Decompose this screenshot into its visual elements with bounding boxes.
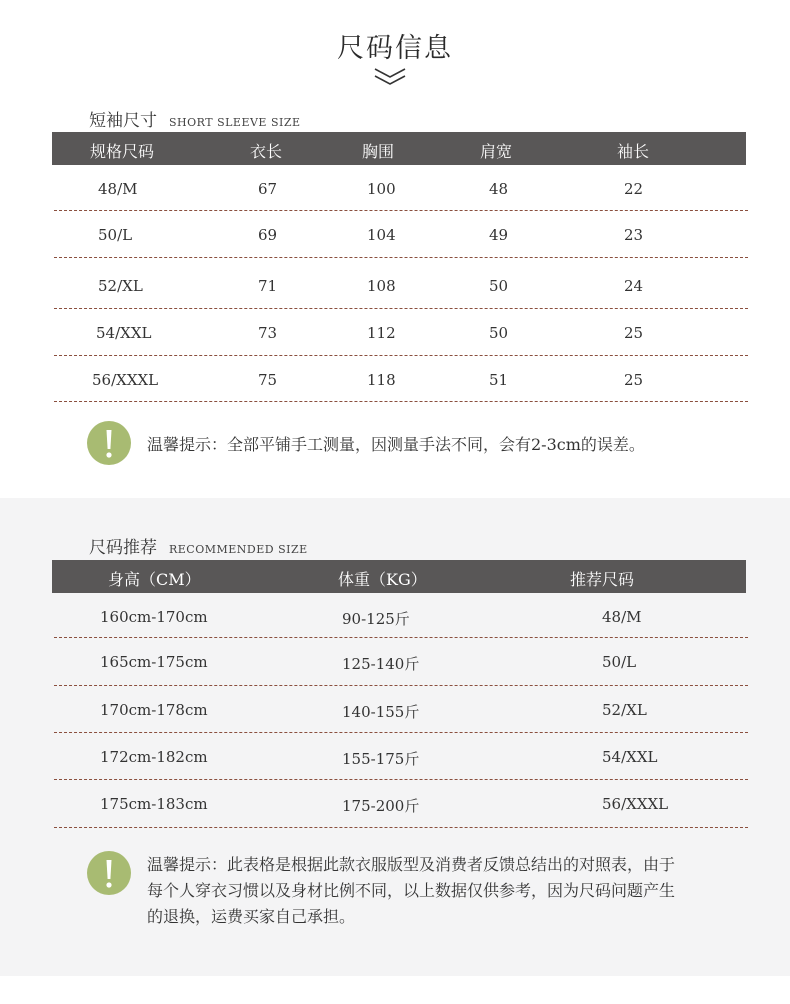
cell-sleeve: 24 [624,277,644,295]
cell-recommended-size: 48/M [602,608,642,626]
col-size: 规格尺码 [90,142,155,161]
cell-size: 56/XXXL [92,371,159,389]
col-height: 身高（CM） [108,570,201,589]
cell-length: 69 [258,226,278,244]
cell-height: 160cm-170cm [100,608,208,626]
col-chest: 胸围 [362,142,395,161]
table-row [54,309,748,356]
col-sleeve: 袖长 [617,142,650,161]
recommended-note-line: 每个人穿衣习惯以及身材比例不同，以上数据仅供参考，因为尺码问题产生 [147,881,676,900]
cell-size: 50/L [98,226,133,244]
cell-height: 170cm-178cm [100,701,208,719]
col-recommended-size: 推荐尺码 [570,570,635,589]
cell-size: 52/XL [98,277,143,295]
cell-shoulder: 50 [489,324,509,342]
table-row [54,638,748,686]
cell-weight: 125-140斤 [342,655,420,673]
cell-weight: 140-155斤 [342,703,420,721]
cell-chest: 100 [367,180,396,198]
cell-length: 73 [258,324,278,342]
cell-height: 172cm-182cm [100,748,208,766]
cell-sleeve: 23 [624,226,644,244]
cell-chest: 104 [367,226,396,244]
cell-height: 165cm-175cm [100,653,208,671]
recommended-heading-cn: 尺码推荐 [89,538,157,558]
table-row [54,165,748,211]
recommended-heading [89,533,308,558]
cell-sleeve: 25 [624,371,644,389]
cell-chest: 112 [367,324,396,342]
recommended-table-header [52,560,746,593]
cell-length: 71 [258,277,278,295]
col-weight: 体重（KG） [338,570,427,589]
recommended-note-line: 温馨提示：此表格是根据此款衣服版型及消费者反馈总结出的对照表，由于 [147,855,676,874]
short-sleeve-table-header [52,132,746,165]
cell-chest: 118 [367,371,396,389]
table-row [54,780,748,828]
page-title: 尺码信息 [337,33,453,64]
table-row [54,686,748,733]
short-sleeve-heading [89,106,301,131]
cell-weight: 90-125斤 [342,610,410,628]
cell-length: 67 [258,180,278,198]
col-shoulder: 肩宽 [480,142,513,161]
table-row [54,733,748,780]
short-sleeve-note: 温馨提示：全部平铺手工测量，因测量手法不同，会有2-3cm的误差。 [147,435,645,454]
cell-chest: 108 [367,277,396,295]
recommended-note-line: 的退换，运费买家自己承担。 [147,907,356,926]
table-row [54,211,748,258]
cell-length: 75 [258,371,278,389]
cell-shoulder: 48 [489,180,509,198]
table-row [54,258,748,309]
cell-weight: 175-200斤 [342,797,420,815]
table-row [54,593,748,638]
cell-shoulder: 50 [489,277,509,295]
cell-weight: 155-175斤 [342,750,420,768]
cell-size: 48/M [98,180,138,198]
cell-shoulder: 49 [489,226,509,244]
col-length: 衣长 [250,142,283,161]
cell-height: 175cm-183cm [100,795,208,813]
bottom-margin [0,976,790,1004]
table-row [54,356,748,402]
short-sleeve-heading-cn: 短袖尺寸 [89,111,157,131]
cell-recommended-size: 56/XXXL [602,795,669,813]
cell-sleeve: 22 [624,180,644,198]
cell-size: 54/XXL [96,324,152,342]
cell-recommended-size: 54/XXL [602,748,658,766]
exclamation-icon [87,851,131,895]
cell-recommended-size: 50/L [602,653,637,671]
exclamation-icon [87,421,131,465]
cell-sleeve: 25 [624,324,644,342]
chevron-double-down-icon [372,66,408,88]
recommended-note [147,852,675,930]
recommended-heading-en: RECOMMENDED SIZE [169,543,308,556]
cell-shoulder: 51 [489,371,509,389]
short-sleeve-heading-en: SHORT SLEEVE SIZE [169,116,301,129]
cell-recommended-size: 52/XL [602,701,647,719]
